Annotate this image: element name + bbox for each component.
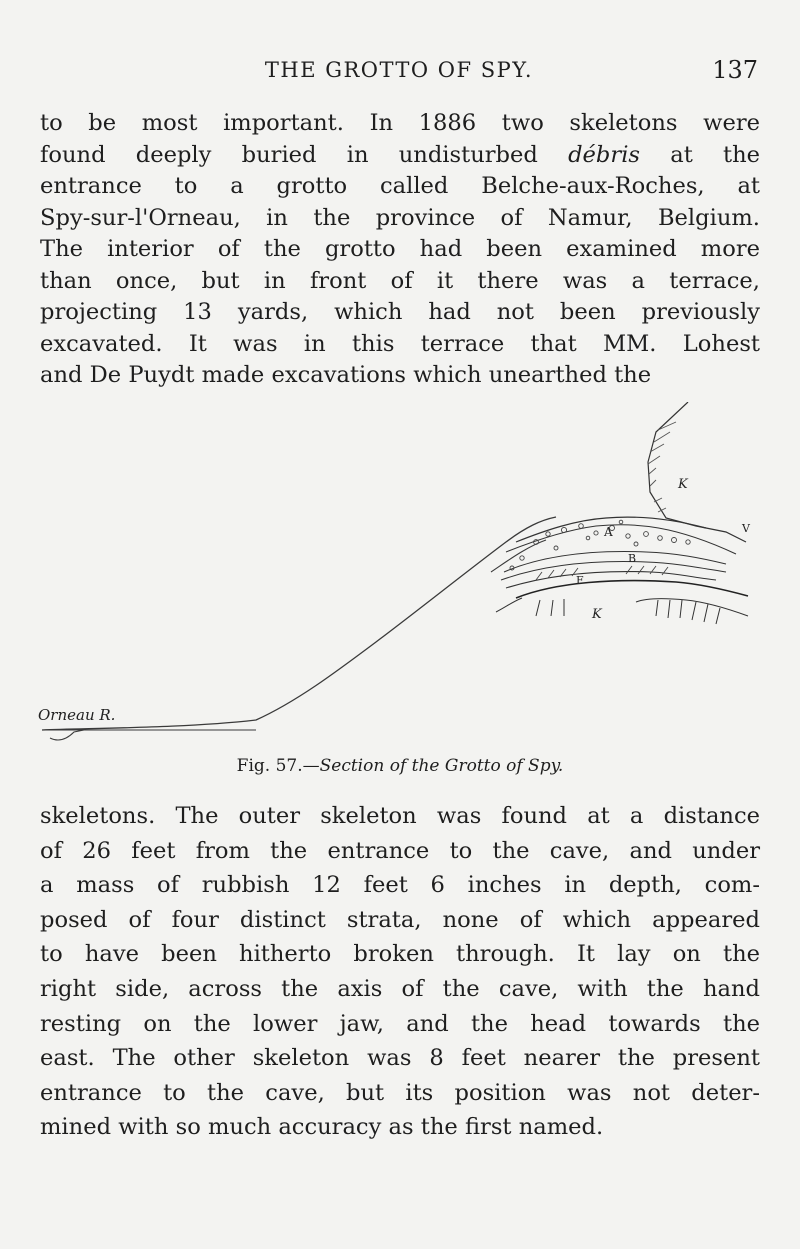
- k-top-label: K: [678, 477, 688, 492]
- cliff-shading: [648, 422, 676, 512]
- italic-word: débris: [568, 141, 641, 168]
- text-line: of 26 feet from the entrance to the cave, and under: [40, 837, 760, 864]
- text-line: right side, across the axis of the cave, with the hand: [40, 975, 760, 1002]
- text-line: entrance to a grotto called Belche-aux-Roches, at: [40, 173, 760, 199]
- text-line: east. The other skeleton was 8 feet nearer the present: [40, 1045, 760, 1072]
- page-number: 137: [712, 56, 758, 84]
- text-line: The interior of the grotto had been examined more: [40, 236, 760, 262]
- grotto-section-figure: [36, 402, 764, 742]
- text-line: and De Puydt made excavations which unearthed the: [40, 362, 652, 388]
- text-line: posed of four distinct strata, none of which appeared: [40, 906, 760, 933]
- river-label: Orneau R.: [38, 706, 116, 724]
- terrace-top-2: [506, 525, 736, 554]
- paragraph-1: [40, 108, 760, 392]
- f-label: F: [576, 574, 584, 587]
- slope-line-2: [491, 540, 546, 572]
- a-label: A: [604, 525, 613, 539]
- text-line: mined with so much accuracy as the first named.: [40, 1114, 604, 1141]
- stratum-hatching: [536, 566, 668, 580]
- text-line: excavated. It was in this terrace that MM. Lohest: [40, 330, 760, 357]
- text-line: resting on the lower jaw, and the head towards the: [40, 1010, 760, 1037]
- cave-floor-curve: [636, 599, 748, 616]
- text-line: skeletons. The outer skeleton was found at a distance: [40, 803, 760, 829]
- stratum-line: [506, 572, 716, 588]
- text-line: to be most important. In 1886 two skeletons were: [40, 110, 760, 136]
- text-line: than once, but in front of it there was a terrace,: [40, 267, 760, 294]
- slope-line: [42, 517, 556, 730]
- k-bottom-label: K: [592, 607, 602, 622]
- figure-caption: [0, 756, 800, 776]
- stratum-dark: [516, 581, 748, 598]
- caption-prefix: Fig. 57.—: [236, 756, 320, 776]
- text-line: Spy-sur-l'Orneau, in the province of Namur, Belgium.: [40, 204, 760, 231]
- paragraph-2: [40, 799, 760, 1145]
- running-head: THE GROTTO OF SPY.: [264, 58, 534, 82]
- text-line: a mass of rubbish 12 feet 6 inches in depth, com-: [40, 872, 760, 899]
- text-line: projecting 13 yards, which had not been previously: [40, 299, 760, 325]
- text-line: [40, 140, 760, 172]
- text-line: to have been hitherto broken through. It lay on the: [40, 941, 760, 968]
- page-header: [40, 58, 758, 94]
- river-bank: [50, 730, 84, 740]
- cliff-face: [648, 402, 746, 542]
- text-line: entrance to the cave, but its position was not deter-: [40, 1079, 760, 1106]
- cave-floor: [496, 598, 720, 624]
- text-fragment: found deeply buried in undisturbed: [40, 141, 538, 168]
- v-label: V: [742, 522, 750, 535]
- b-label: B: [628, 552, 637, 565]
- text-fragment: at the: [670, 141, 761, 168]
- caption-text: Section of the Grotto of Spy.: [319, 756, 564, 776]
